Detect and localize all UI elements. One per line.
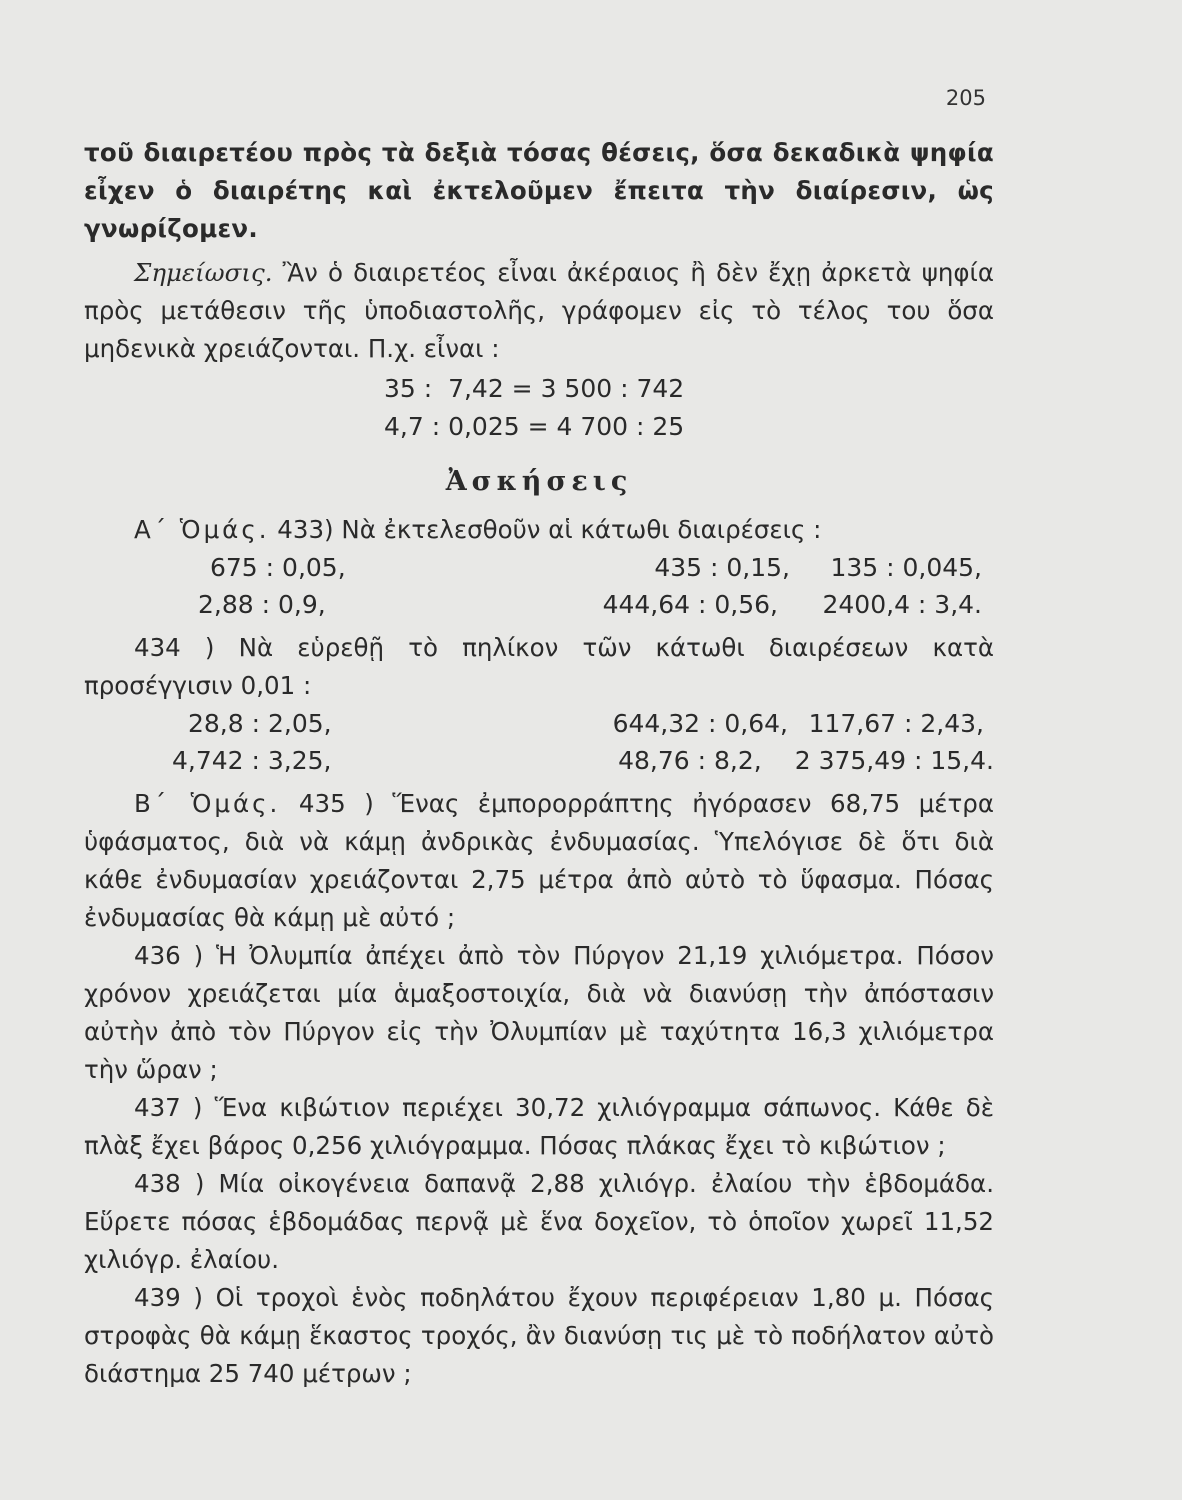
division-item: 2,88 : 0,9, [198,590,326,619]
equation-2: 4,7 : 0,025 = 4 700 : 25 [384,412,685,441]
note-label: Σημείωσις. [134,258,273,287]
exercises-heading: Ἀσκήσεις [445,466,633,497]
exercise-434: 434 ) Νὰ εὑρεθῇ τὸ πηλίκον τῶν κάτωθι διαιρέσεων κατὰ προσέγγισιν 0,01 : [84,633,994,700]
exercise-433-row-1 [84,549,994,586]
division-item: 2 375,49 : 15,4. [794,746,994,775]
note-text: Ἂν ὁ διαιρετέος εἶναι ἀκέραιος ἢ δὲν ἔχῃ ἀρκετὰ ψηφία πρὸς μετάθεσιν τῆς ὑποδιαστολῆς, γράφομεν εἰς τὸ τέλος του ὅσα μηδενικὰ χρειάζονται. Π.χ. εἶναι : [84,258,994,363]
group-a-label: Α΄ Ὁμάς. [134,515,270,544]
division-item: 444,64 : 0,56, [602,590,778,619]
equation-1: 35 : 7,42 = 3 500 : 742 [384,374,685,403]
exercise-434-row-1 [84,705,994,742]
division-item: 644,32 : 0,64, [612,709,788,738]
division-item: 4,742 : 3,25, [172,746,332,775]
division-item: 117,67 : 2,43, [808,709,984,738]
group-b-label: Β΄ Ὁμάς. [134,789,281,818]
division-item: 48,76 : 8,2, [618,746,762,775]
note-paragraph [84,254,994,368]
exercise-434-row-2 [84,742,994,779]
intro-paragraph: τοῦ διαιρετέου πρὸς τὰ δεξιὰ τόσας θέσεις, ὅσα δεκαδικὰ ψηφία εἶχεν ὁ διαιρέτης καὶ ἐκτελοῦμεν ἔπειτα τὴν διαίρεσιν, ὡς γνωρίζομεν. [84,138,994,243]
exercise-433-grid [84,549,994,623]
exercise-433-row-2 [84,586,994,623]
exercise-435 [84,785,994,937]
exercise-436: 436 ) Ἡ Ὀλυμπία ἀπέχει ἀπὸ τὸν Πύργον 21,19 χιλιόμετρα. Πόσον χρόνον χρειάζεται μία ἁμαξοστοιχία, διὰ νὰ διανύσῃ τὴν ἀπόστασιν αὐτὴν ἀπὸ τὸν Πύργον εἰς τὴν Ὀλυμπίαν μὲ ταχύτητα 16,3 χιλιόμετρα τὴν ὥραν ; [84,941,994,1084]
page-content [84,134,994,1393]
exercise-437: 437 ) Ἕνα κιβώτιον περιέχει 30,72 χιλιόγραμμα σάπωνος. Κάθε δὲ πλὰξ ἔχει βάρος 0,256 χιλιόγραμμα. Πόσας πλάκας ἔχει τὸ κιβώτιον ; [84,1093,994,1160]
exercise-433 [84,511,994,549]
exercise-439: 439 ) Οἱ τροχοὶ ἑνὸς ποδηλάτου ἔχουν περιφέρειαν 1,80 μ. Πόσας στροφὰς θὰ κάμῃ ἕκαστος τροχός, ἂν διανύσῃ τις μὲ τὸ ποδήλατον αὐτὸ διάστημα 25 740 μέτρων ; [84,1283,994,1388]
division-item: 675 : 0,05, [210,553,346,582]
exercise-433-text: 433) Νὰ ἐκτελεσθοῦν αἱ κάτωθι διαιρέσεις : [277,515,822,544]
division-item: 435 : 0,15, [654,553,790,582]
exercise-435-text: 435 ) Ἕνας ἐμπορορράπτης ἠγόρασεν 68,75 μέτρα ὑφάσματος, διὰ νὰ κάμῃ ἀνδρικὰς ἐνδυμασίας. Ὑπελόγισε δὲ ὅτι διὰ κάθε ἐνδυμασίαν χρειάζονται 2,75 μέτρα ἀπὸ αὐτὸ τὸ ὕφασμα. Πόσας ἐνδυμασίας θὰ κάμῃ μὲ αὐτό ; [84,789,994,932]
example-equations [384,370,994,446]
exercise-438: 438 ) Μία οἰκογένεια δαπανᾷ 2,88 χιλιόγρ. ἐλαίου τὴν ἑβδομάδα. Εὕρετε πόσας ἑβδομάδας περνᾷ μὲ ἕνα δοχεῖον, τὸ ὁποῖον χωρεῖ 11,52 χιλιόγρ. ἐλαίου. [84,1169,994,1274]
exercise-434-grid [84,705,994,779]
division-item: 28,8 : 2,05, [188,709,332,738]
division-item: 135 : 0,045, [830,553,982,582]
page-number: 205 [945,86,986,110]
division-item: 2400,4 : 3,4. [822,590,982,619]
